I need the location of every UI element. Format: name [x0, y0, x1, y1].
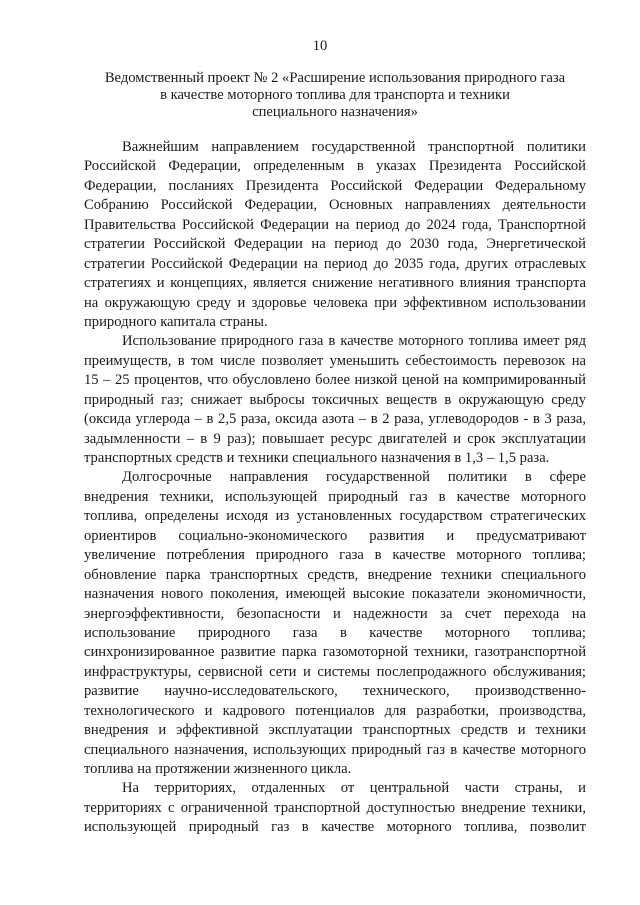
paragraph-line: стратегиях и концепциях, является снижение негативного влияния транспорта — [84, 275, 586, 292]
paragraph-line: внедрения техники, использующей природный газ в качестве моторного — [84, 488, 586, 505]
paragraph-line: Федерации, посланиях Президента Российской Федерации Федеральному — [84, 177, 586, 194]
paragraph-line: преимуществ, в том числе позволяет уменьшить себестоимость перевозок на — [84, 352, 586, 369]
section-title — [84, 70, 586, 121]
paragraph-line: топлива на протяжении жизненного цикла. — [84, 761, 352, 777]
section-title-line: в качестве моторного топлива для транспорта и техники — [160, 87, 510, 103]
paragraph-line: природного капитала страны. — [84, 313, 268, 330]
paragraph — [84, 779, 586, 837]
paragraph-line: на окружающую среду и здоровье человека при эффективном использовании — [84, 294, 586, 311]
paragraph-line: На территориях, отдаленных от центральной части страны, и — [122, 780, 586, 797]
paragraph-line: (оксида углерода – в 2,5 раза, оксида азота – в 2 раза, углеводородов - в 3 раза, — [84, 411, 586, 428]
paragraph-line: синхронизированное развитие парка газомоторной техники, газотранспортной — [84, 644, 586, 661]
paragraph-line: Долгосрочные направления государственной политики в сфере — [122, 469, 586, 486]
paragraph-line: задымленности – в 9 раз); повышает ресурс двигателей и срок эксплуатации — [84, 430, 586, 447]
paragraph-line: транспортных средств и техники специального назначения в 1,3 – 1,5 раза. — [84, 450, 550, 466]
paragraph-line: топлива, определены исходя из установленных государством стратегических — [84, 508, 586, 525]
section-title-line: специального назначения» — [252, 104, 418, 120]
paragraph-line: развитие научно-исследовательского, технического, производственно- — [84, 683, 586, 700]
section-title-line: Ведомственный проект № 2 «Расширение использования природного газа — [104, 70, 566, 86]
paragraph-line: Правительства Российской Федерации на период до 2024 года, Транспортной — [84, 216, 586, 233]
paragraph-line: Важнейшим направлением государственной транспортной политики — [122, 139, 586, 155]
page-number: 10 — [312, 38, 328, 54]
paragraph-line: 15 – 25 процентов, что обусловлено более низкой ценой на компримированный — [84, 372, 586, 389]
paragraph-line: назначения нового поколения, имеющей высокие показатели экономичности, — [84, 586, 586, 603]
paragraph-line: внедрения и эффективной эксплуатации транспортных средств и техники — [84, 722, 586, 739]
paragraph-line: Собранию Российской Федерации, Основных направлениях деятельности — [84, 197, 586, 214]
paragraph-line: увеличение потребления природного газа в качестве моторного топлива; — [84, 547, 586, 564]
paragraph — [84, 468, 586, 779]
document-body — [84, 138, 586, 838]
paragraph-line: энергоэффективности, безопасности и надежности за счет перехода на — [84, 605, 586, 622]
paragraph-line: ориентиров социально-экономического развития и предусматривают — [84, 527, 586, 544]
paragraph-line: стратегии Российской Федерации на период до 2035 года, других отраслевых — [84, 255, 586, 272]
paragraph-line: Использование природного газа в качестве моторного топлива имеет ряд — [122, 333, 586, 350]
paragraph — [84, 332, 586, 468]
paragraph-line: инфраструктуры, сервисной сети и системы послепродажного обслуживания; — [84, 663, 586, 680]
paragraph-line: стратегии Российской Федерации на период до 2030 года, Энергетической — [84, 236, 586, 253]
paragraph-line: использование природного газа в качестве моторного топлива; — [84, 624, 586, 641]
paragraph-line: Российской Федерации, определенным в указах Президента Российской — [84, 158, 586, 175]
paragraph-line: технологического и кадрового потенциалов для разработки, производства, — [84, 702, 586, 719]
paragraph-line: специального назначения, использующих природный газ в качестве моторного — [84, 741, 586, 758]
paragraph-line: территориях с ограниченной транспортной доступностью внедрение техники, — [84, 799, 586, 816]
paragraph-line: использующей природный газ в качестве моторного топлива, позволит — [84, 819, 586, 836]
paragraph-line: природный газ; снижает выбросы токсичных веществ в окружающую среду — [84, 391, 586, 408]
paragraph — [84, 138, 586, 332]
paragraph-line: обновление парка транспортных средств, внедрение техники специального — [84, 566, 586, 583]
